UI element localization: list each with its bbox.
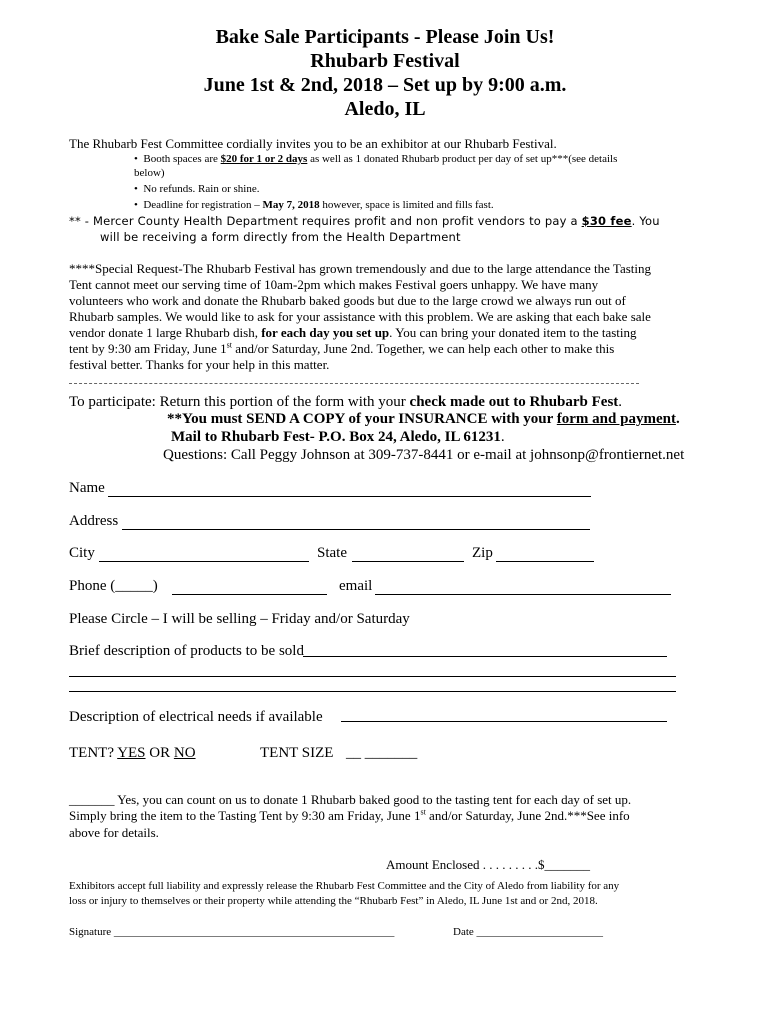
deadline-date: May 7, 2018 bbox=[262, 199, 320, 211]
title-line-2: Rhubarb Festival bbox=[310, 50, 460, 72]
state-label: State bbox=[317, 545, 347, 561]
bullet-icon: • bbox=[134, 199, 138, 211]
bullet-no-refunds: • No refunds. Rain or shine. bbox=[134, 183, 260, 195]
bullet-deadline: • Deadline for registration – May 7, 2018 however, space is limited and fills fast. bbox=[134, 199, 494, 211]
liability-line-1: Exhibitors accept full liability and expressly release the Rhubarb Fest Committee and the City of Aledo from liability for any bbox=[69, 880, 620, 892]
electrical-label: Description of electrical needs if available bbox=[69, 709, 323, 725]
products-field-line-3[interactable] bbox=[69, 691, 676, 692]
amount-enclosed[interactable]: Amount Enclosed . . . . . . . . .$_______ bbox=[386, 857, 591, 872]
products-field-line-1[interactable] bbox=[303, 656, 667, 657]
tent-yes-option[interactable]: YES bbox=[117, 745, 146, 761]
cut-line-divider bbox=[69, 383, 639, 384]
special-request-line-7: festival better. Thanks for your help in this matter. bbox=[69, 357, 330, 372]
zip-field[interactable] bbox=[496, 561, 594, 562]
special-request-line-3: volunteers who work and donate the Rhubarb baked goods but due to the large crowd we always run out of bbox=[69, 293, 626, 308]
email-field[interactable] bbox=[375, 594, 671, 595]
participate-line-4: Questions: Call Peggy Johnson at 309-737-8441 or e-mail at johnsonp@frontiernet.net bbox=[163, 447, 685, 463]
name-field[interactable] bbox=[108, 496, 591, 497]
products-label: Brief description of products to be sold bbox=[69, 643, 304, 659]
phone-field[interactable] bbox=[172, 594, 327, 595]
intro-text: The Rhubarb Fest Committee cordially invites you to be an exhibitor at our Rhubarb Festival. bbox=[69, 136, 557, 151]
special-request-line-2: Tent cannot meet our serving time of 10am-2pm which makes Festival goers unhappy. We have many bbox=[69, 277, 599, 292]
donate-line-3: above for details. bbox=[69, 825, 159, 840]
title-line-1: Bake Sale Participants - Please Join Us! bbox=[215, 26, 555, 48]
date-field[interactable]: Date _______________________ bbox=[453, 926, 604, 938]
bullet-icon: • bbox=[134, 153, 138, 165]
special-request-line-1: ****Special Request-The Rhubarb Festival has grown tremendously and due to the large attendance the Tasting bbox=[69, 261, 652, 276]
address-label: Address bbox=[69, 513, 119, 529]
title-line-3: June 1st & 2nd, 2018 – Set up by 9:00 a.m. bbox=[203, 74, 567, 96]
tent-question: TENT? YES OR NO bbox=[69, 745, 196, 761]
tent-size-field[interactable]: __ _______ bbox=[346, 745, 418, 761]
tent-label: TENT? bbox=[69, 745, 114, 761]
selling-days-prompt[interactable]: Please Circle – I will be selling – Friday and/or Saturday bbox=[69, 611, 410, 627]
name-label: Name bbox=[69, 480, 105, 496]
phone-label: Phone (_____) bbox=[69, 578, 158, 594]
health-dept-notice-line-1: ** - Mercer County Health Department requires profit and non profit vendors to pay a $30 fee. You bbox=[69, 214, 660, 228]
booth-fee-amount: $20 for 1 or 2 days bbox=[220, 153, 308, 165]
special-request-line-4: Rhubarb samples. We would like to ask for your assistance with this problem. We are asking that each bake sale bbox=[69, 309, 651, 324]
products-field-line-2[interactable] bbox=[69, 676, 676, 677]
city-field[interactable] bbox=[99, 561, 309, 562]
special-request-line-6: tent by 9:30 am Friday, June 1st and/or Saturday, June 2nd. Together, we can help each other to make this bbox=[69, 340, 615, 356]
tent-no-option[interactable]: NO bbox=[173, 745, 196, 761]
tent-size-label: TENT SIZE bbox=[260, 745, 334, 761]
special-request-line-5: vendor donate 1 large Rhubarb dish, for each day you set up. You can bring your donated item to the tasting bbox=[69, 325, 637, 340]
donate-line-2: Simply bring the item to the Tasting Tent by 9:30 am Friday, June 1st and/or Saturday, June 2nd.***See info bbox=[69, 807, 630, 823]
participate-line-3: Mail to Rhubarb Fest- P.O. Box 24, Aledo, IL 61231. bbox=[171, 429, 505, 445]
donate-line-1[interactable]: _______ Yes, you can count on us to donate 1 Rhubarb baked good to the tasting tent for each day of set up. bbox=[69, 792, 632, 807]
participate-line-1: To participate: Return this portion of the form with your check made out to Rhubarb Fest. bbox=[69, 394, 623, 410]
health-dept-notice-line-2: will be receiving a form directly from the Health Department bbox=[100, 230, 461, 244]
participate-line-2: **You must SEND A COPY of your INSURANCE with your form and payment. bbox=[167, 411, 680, 427]
health-fee: $30 fee bbox=[581, 214, 632, 228]
zip-label: Zip bbox=[472, 545, 493, 561]
bullet-icon: • bbox=[134, 183, 138, 195]
bullet-booth-fee: • Booth spaces are $20 for 1 or 2 days as well as 1 donated Rhubarb product per day of set up***(see details bbox=[134, 153, 618, 165]
signature-field[interactable]: Signature ___________________________________________________ bbox=[69, 926, 395, 938]
title-line-4: Aledo, IL bbox=[344, 98, 426, 120]
electrical-field[interactable] bbox=[341, 721, 667, 722]
state-field[interactable] bbox=[352, 561, 464, 562]
city-label: City bbox=[69, 545, 95, 561]
liability-line-2: loss or injury to themselves or their property while attending the “Rhubarb Fest” in Aledo, IL June 1st and or 2nd, 2018. bbox=[69, 895, 598, 907]
bullet-booth-fee-cont: below) bbox=[134, 167, 165, 179]
address-field[interactable] bbox=[122, 529, 590, 530]
email-label: email bbox=[339, 578, 373, 594]
